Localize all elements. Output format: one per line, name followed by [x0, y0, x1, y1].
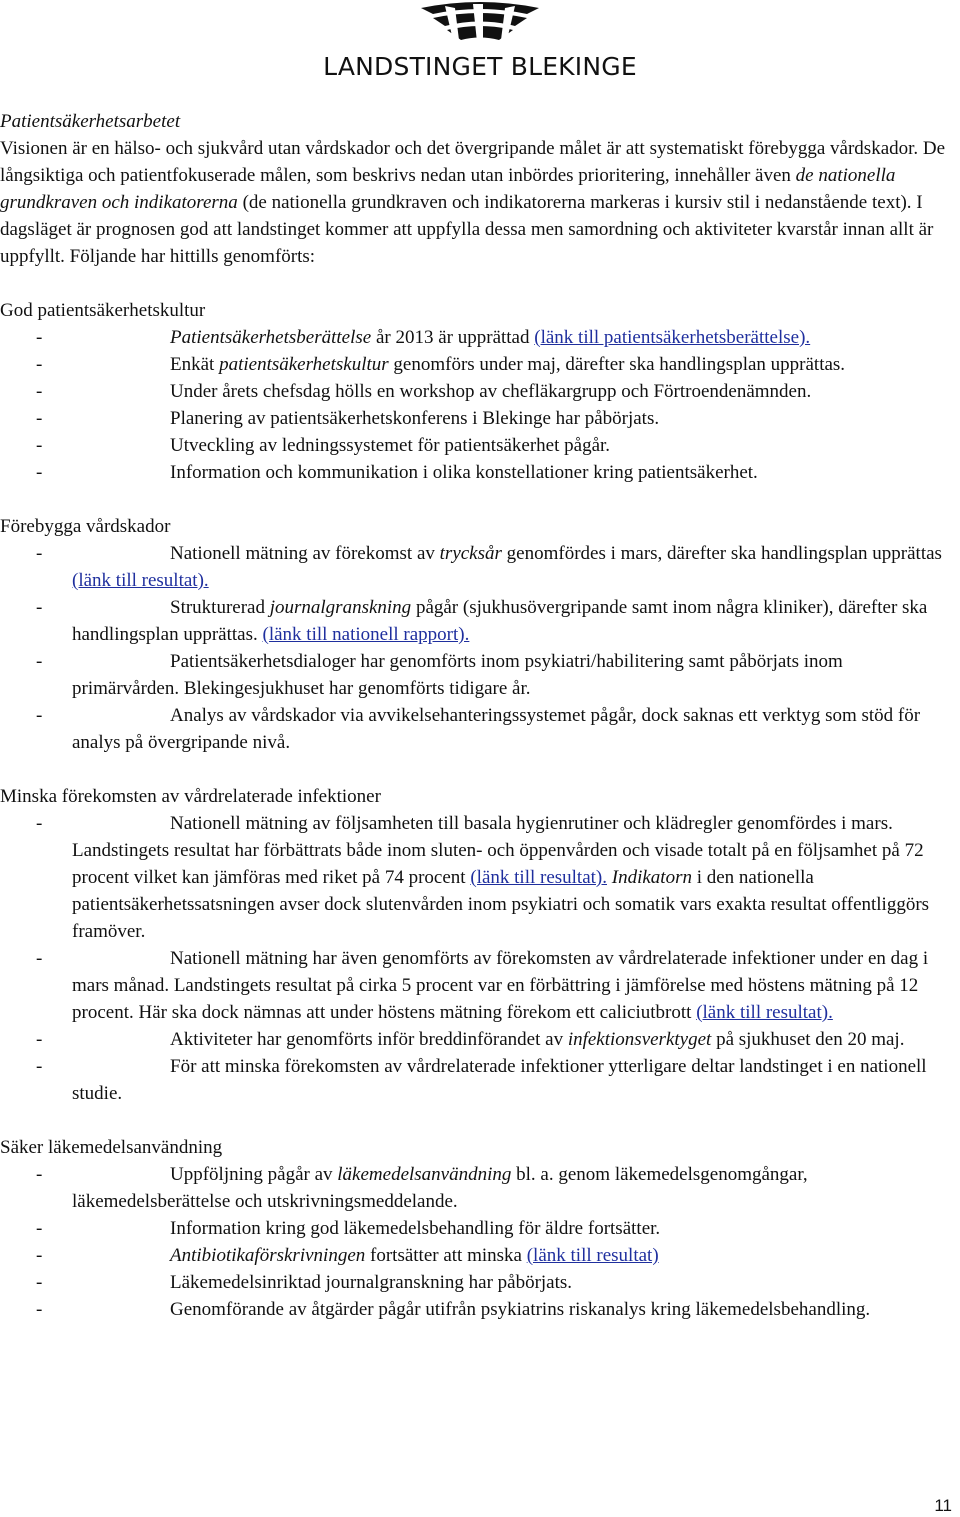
bullet-dash: - — [36, 705, 43, 726]
intro-text-em: de nationella grundkraven och indikatorerna — [0, 165, 896, 213]
page-number: 11 — [934, 1496, 952, 1515]
item-text: Nationell mätning av förekomst av — [170, 543, 440, 564]
item-text: Strukturerad — [170, 597, 270, 618]
list-item — [0, 702, 952, 756]
bullet-dash: - — [36, 408, 43, 429]
link-patient-safety-report[interactable]: (länk till patientsäkerhetsberättelse). — [534, 327, 811, 348]
list-item — [0, 1161, 952, 1215]
bullet-dash: - — [36, 813, 43, 834]
item-text: Information och kommunikation i olika konstellationer kring patientsäkerhet. — [170, 462, 758, 483]
list-item — [0, 1242, 952, 1269]
section-prevent-care-injuries — [0, 513, 952, 756]
section-title: Förebygga vårdskador — [0, 516, 171, 537]
section-title: God patientsäkerhetskultur — [0, 300, 206, 321]
item-text: Planering av patientsäkerhetskonferens i Blekinge har påbörjats. — [170, 408, 660, 429]
bullet-dash: - — [36, 651, 43, 672]
item-text: Utveckling av ledningssystemet för patientsäkerhet pågår. — [170, 435, 611, 456]
item-text: genomförs under maj, därefter ska handlingsplan upprättas. — [388, 354, 846, 375]
item-text: pågår (sjukhusövergripande samt inom några kliniker), därefter ska handlingsplan upprättas. — [72, 597, 928, 645]
intro-text-a: Visionen är en hälso- och sjukvård utan vårdskador och det övergripande målet är att systematiskt förebygga vårdskador. De långsiktiga och patientfokuserade målen, som beskrivs nedan utan inbördes prioritering, innehåller även — [0, 138, 946, 186]
list-item — [0, 1053, 952, 1107]
bullet-dash: - — [36, 597, 43, 618]
bullet-dash: - — [36, 948, 43, 969]
item-text: år 2013 är upprättad — [371, 327, 535, 348]
item-text: på sjukhuset den 20 maj. — [711, 1029, 905, 1050]
list-item — [0, 405, 952, 432]
bullet-dash: - — [36, 327, 43, 348]
link-antibiotic-results[interactable]: (länk till resultat) — [526, 1245, 659, 1266]
section-list — [0, 1161, 952, 1323]
section-safe-medication — [0, 1134, 952, 1323]
section-patient-safety-culture — [0, 297, 952, 486]
ship-hull-logo-icon — [415, 0, 545, 46]
item-emphasis: Indikatorn — [607, 867, 692, 888]
item-text: i den nationella patientsäkerhetssatsningen avser dock slutenvården inom psykiatri och somatik vars exakta resultat offentliggörs framöver. — [72, 867, 930, 942]
list-item — [0, 378, 952, 405]
item-text: Patientsäkerhetsdialoger har genomförts inom psykiatri/habilitering samt påbörjats inom primärvården. Blekingesjukhuset har genomförts tidigare år. — [72, 651, 843, 699]
list-item — [0, 432, 952, 459]
item-text: Genomförande av åtgärder pågår utifrån psykiatrins riskanalys kring läkemedelsbehandling. — [170, 1299, 871, 1320]
bullet-dash: - — [36, 462, 43, 483]
item-text: För att minska förekomsten av vårdrelaterade infektioner ytterligare deltar landstinget i en nationell studie. — [72, 1056, 927, 1104]
bullet-dash: - — [36, 543, 43, 564]
landstinget-blekinge-logo — [300, 0, 660, 90]
item-text: Information kring god läkemedelsbehandling för äldre fortsätter. — [170, 1218, 661, 1239]
item-text: Under årets chefsdag hölls en workshop av chefläkargrupp och Förtroendenämnden. — [170, 381, 812, 402]
list-item — [0, 1215, 952, 1242]
bullet-dash: - — [36, 1245, 43, 1266]
item-text: Nationell mätning har även genomförts av förekomsten av vårdrelaterade infektioner under en dag i mars månad. Landstingets resultat på cirka 5 procent var en förbättring i jämförelse med höstens mätning på 12 procent. Här ska dock nämnas att under höstens mätning förekom ett caliciutbrott — [72, 948, 929, 1023]
intro-paragraph — [0, 135, 952, 270]
bullet-dash: - — [36, 1299, 43, 1320]
link-hygiene-results[interactable]: (länk till resultat). — [470, 867, 607, 888]
bullet-dash: - — [36, 1029, 43, 1050]
list-item — [0, 1296, 952, 1323]
logo-text: LANDSTINGET BLEKINGE — [323, 52, 637, 81]
item-emphasis: infektionsverktyget — [567, 1029, 712, 1050]
list-item — [0, 459, 952, 486]
list-item — [0, 810, 952, 945]
item-emphasis: läkemedelsanvändning — [337, 1164, 512, 1185]
item-text: Uppföljning pågår av — [170, 1164, 338, 1185]
section-list — [0, 324, 952, 486]
item-emphasis: Patientsäkerhetsberättelse — [170, 327, 372, 348]
item-text: genomfördes i mars, därefter ska handlingsplan upprättas — [501, 543, 942, 564]
link-national-report[interactable]: (länk till nationell rapport). — [262, 624, 470, 645]
list-item — [0, 351, 952, 378]
item-text: bl. a. genom läkemedelsgenomgångar, läkemedelsberättelse och utskrivningsmeddelande. — [72, 1164, 808, 1212]
bullet-dash: - — [36, 1218, 43, 1239]
item-text: Läkemedelsinriktad journalgranskning har påbörjats. — [170, 1272, 573, 1293]
bullet-dash: - — [36, 1056, 43, 1077]
bullet-dash: - — [36, 381, 43, 402]
document-body — [0, 108, 952, 1323]
section-title: Säker läkemedelsanvändning — [0, 1137, 223, 1158]
list-item — [0, 324, 952, 351]
item-emphasis: patientsäkerhetskultur — [219, 354, 389, 375]
link-infection-results[interactable]: (länk till resultat). — [696, 1002, 833, 1023]
section-reduce-infections — [0, 783, 952, 1107]
list-item — [0, 648, 952, 702]
list-item — [0, 594, 952, 648]
list-item — [0, 1269, 952, 1296]
section-list — [0, 540, 952, 756]
item-text: Enkät — [170, 354, 220, 375]
section-list — [0, 810, 952, 1107]
item-text: Nationell mätning av följsamheten till basala hygienrutiner och klädregler genomfördes i mars. Landstingets resultat har förbättrats både inom sluten- och öppenvården och visade totalt på en följsamhet på 72 procent vilket kan jämföras med riket på 74 procent — [72, 813, 924, 888]
bullet-dash: - — [36, 1272, 43, 1293]
intro-text-b: (de nationella grundkraven och indikatorerna markeras i kursiv stil i nedanstående text). I dagsläget är prognosen god att landstinget kommer att uppfylla dessa men samordning och aktiviteter kvarstår innan allt är uppfyllt. Följande har hittills genomförts: — [0, 192, 934, 267]
item-emphasis: Antibiotikaförskrivningen — [170, 1245, 366, 1266]
item-emphasis: trycksår — [439, 543, 502, 564]
bullet-dash: - — [36, 1164, 43, 1185]
intro-heading: Patientsäkerhetsarbetet — [0, 111, 181, 132]
bullet-dash: - — [36, 435, 43, 456]
bullet-dash: - — [36, 354, 43, 375]
item-emphasis: journalgranskning — [269, 597, 412, 618]
item-text: Analys av vårdskador via avvikelsehanteringssystemet pågår, dock saknas ett verktyg som stöd för analys på övergripande nivå. — [72, 705, 921, 753]
section-title: Minska förekomsten av vårdrelaterade infektioner — [0, 786, 381, 807]
item-text: Aktiviteter har genomförts inför breddinförandet av — [170, 1029, 568, 1050]
list-item — [0, 1026, 952, 1053]
link-pressure-ulcer-results[interactable]: (länk till resultat). — [72, 570, 209, 591]
item-text: fortsätter att minska — [365, 1245, 527, 1266]
list-item — [0, 945, 952, 1026]
list-item — [0, 540, 952, 594]
